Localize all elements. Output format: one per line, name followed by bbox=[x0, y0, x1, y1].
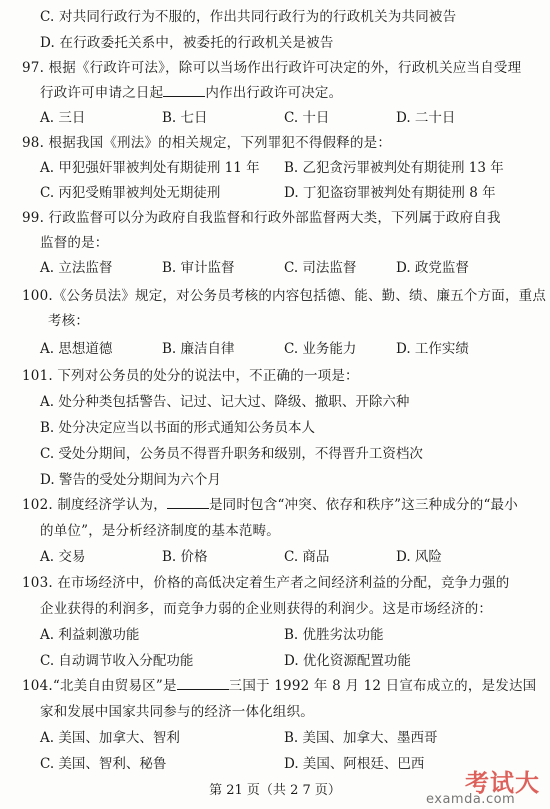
question-102-option-b: B. 价格 bbox=[162, 549, 208, 565]
question-98-option-a: A. 甲犯强奸罪被判处有期徒刑 11 年 bbox=[40, 160, 260, 176]
question-99-line-1: 99. 行政监督可以分为政府自我监督和行政外部监督两大类，下列属于政府自我 bbox=[22, 210, 501, 226]
question-104-line-2: 家和发展中国家共同参与的经济一体化组织。 bbox=[40, 704, 314, 720]
question-97-line-2: 行政许可申请之日起 内作出行政许可决定。 bbox=[40, 85, 343, 101]
answer-blank bbox=[177, 677, 229, 690]
question-102-line-1: 102. 制度经济学认为， 是同时包含“冲突、依存和秩序”这三种成分的“最小 bbox=[22, 497, 518, 513]
question-104-option-a: A. 美国、加拿大、智利 bbox=[40, 730, 180, 746]
watermark-logo bbox=[426, 763, 544, 807]
question-102-option-c: C. 商品 bbox=[284, 549, 330, 565]
question-102-line-2: 的单位”，是分析经济制度的基本范畴。 bbox=[40, 523, 281, 539]
question-104-option-c: C. 美国、智利、秘鲁 bbox=[40, 756, 167, 772]
question-103-option-d: D. 优化资源配置功能 bbox=[284, 653, 411, 669]
question-103-line-2: 企业获得的利润多，而竞争力弱的企业则获得的利润少。这是市场经济的： bbox=[40, 601, 493, 617]
question-98-option-b: B. 乙犯贪污罪被判处有期徒刑 13 年 bbox=[284, 160, 504, 176]
question-101-option-d: D. 警告的受处分期间为六个月 bbox=[40, 472, 221, 488]
question-101-option-a: A. 处分种类包括警告、记过、记大过、降级、撤职、开除六种 bbox=[40, 394, 410, 410]
question-98-line-1: 98. 根据我国《刑法》的相关规定，下列罪犯不得假释的是： bbox=[22, 135, 392, 151]
question-99-line-2: 监督的是： bbox=[40, 235, 109, 251]
question-100-option-c: C. 业务能力 bbox=[284, 341, 357, 357]
answer-blank bbox=[163, 84, 205, 97]
question-104-option-d: D. 美国、阿根廷、巴西 bbox=[284, 756, 425, 772]
question-97-option-b: B. 七日 bbox=[162, 110, 208, 126]
answer-blank bbox=[167, 496, 209, 509]
watermark-text-cn: 考试大 bbox=[465, 769, 540, 797]
question-103-line-1: 103. 在市场经济中，价格的高低决定着生产者之间经济利益的分配，竞争力强的 bbox=[22, 575, 510, 591]
question-103-option-c: C. 自动调节收入分配功能 bbox=[40, 653, 194, 669]
option-prev-c: C. 对共同行政行为不服的，作出共同行政行为的行政机关为共同被告 bbox=[40, 9, 457, 25]
option-prev-d: D. 在行政委托关系中，被委托的行政机关是被告 bbox=[40, 35, 334, 51]
question-102-option-d: D. 风险 bbox=[396, 549, 442, 565]
question-99-option-a: A. 立法监督 bbox=[40, 260, 113, 276]
question-98-option-d: D. 丁犯盗窃罪被判处有期徒刑 8 年 bbox=[284, 185, 496, 201]
question-100-line-1: 100.《公务员法》规定，对公务员考核的内容包括德、能、勤、绩、廉五个方面，重点 bbox=[22, 288, 547, 304]
question-99-option-d: D. 政党监督 bbox=[396, 260, 469, 276]
question-101-option-c: C. 受处分期间，公务员不得晋升职务和级别，不得晋升工资档次 bbox=[40, 446, 423, 462]
question-99-option-c: C. 司法监督 bbox=[284, 260, 357, 276]
question-100-option-a: A. 思想道德 bbox=[40, 341, 113, 357]
question-103-option-a: A. 利益刺激功能 bbox=[40, 627, 140, 643]
question-100-line-2: 考核： bbox=[48, 313, 90, 329]
question-97-line-1: 97. 根据《行政许可法》，除可以当场作出行政许可决定的外，行政机关应当自受理 bbox=[22, 60, 522, 76]
watermark-text-en: examda.com bbox=[426, 792, 516, 807]
question-100-option-d: D. 工作实绩 bbox=[396, 341, 469, 357]
page-footer: 第 21 页（共 2 7 页） bbox=[209, 783, 341, 798]
question-100-option-b: B. 廉洁自律 bbox=[162, 341, 235, 357]
question-101-option-b: B. 处分决定应当以书面的形式通知公务员本人 bbox=[40, 420, 316, 436]
question-97-option-d: D. 二十日 bbox=[396, 110, 456, 126]
question-99-option-b: B. 审计监督 bbox=[162, 260, 235, 276]
question-104-line-1: 104.“北美自由贸易区”是 三国于 1992 年 8 月 12 日宣布成立的，是发达国 bbox=[22, 678, 537, 694]
question-97-option-c: C. 十日 bbox=[284, 110, 330, 126]
question-102-option-a: A. 交易 bbox=[40, 549, 86, 565]
question-103-option-b: B. 优胜劣汰功能 bbox=[284, 627, 384, 643]
question-101-line-1: 101. 下列对公务员的处分的说法中，不正确的一项是： bbox=[22, 368, 359, 384]
question-98-option-c: C. 丙犯受贿罪被判处无期徒刑 bbox=[40, 185, 221, 201]
question-97-option-a: A. 三日 bbox=[40, 110, 86, 126]
question-104-option-b: B. 美国、加拿大、墨西哥 bbox=[284, 730, 438, 746]
